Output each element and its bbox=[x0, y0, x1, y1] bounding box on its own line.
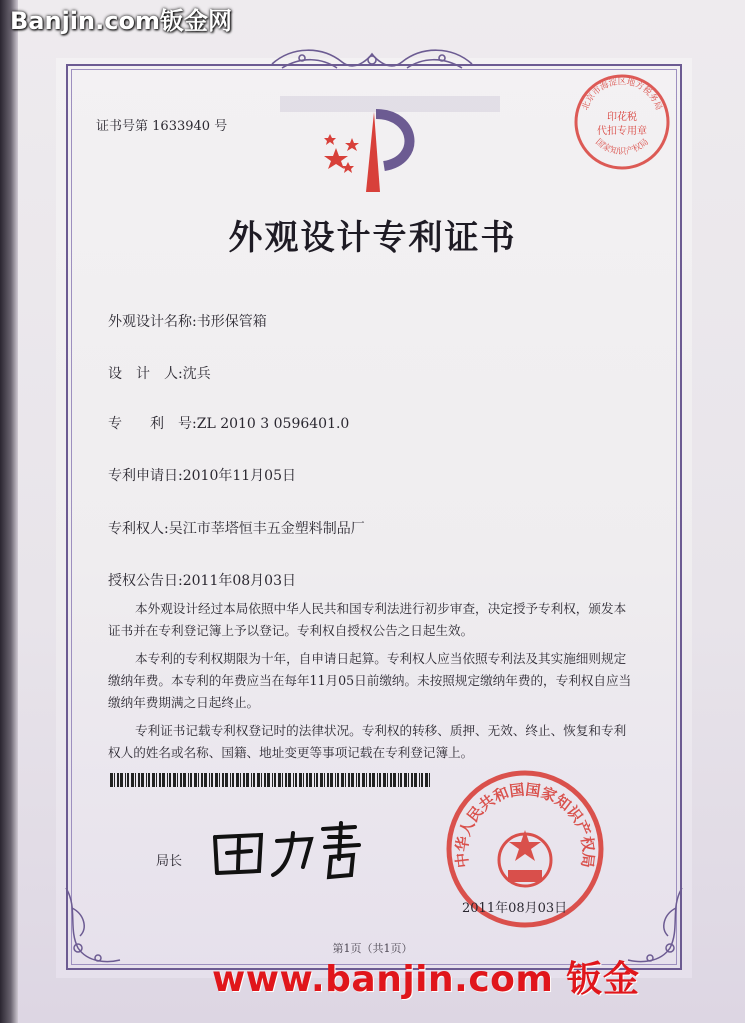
barcode bbox=[110, 773, 430, 787]
field-value: 吴江市莘塔恒丰五金塑料制品厂 bbox=[168, 521, 365, 537]
field-label: 专利权人: bbox=[108, 521, 169, 537]
issue-date: 2011年08月03日 bbox=[462, 901, 568, 916]
field-label: 外观设计名称: bbox=[108, 314, 197, 330]
field-value: 沈兵 bbox=[182, 366, 211, 382]
paragraph: 专利证书记载专利权登记时的法律状况。专利权的转移、质押、无效、终止、恢复和专利权人的姓名或名称、国籍、地址变更等事项记载在专利登记簿上。 bbox=[108, 723, 627, 760]
chief-signature bbox=[205, 815, 375, 885]
top-ornament bbox=[262, 44, 482, 78]
field-value: 2011年08月03日 bbox=[182, 573, 296, 589]
page-number: 第1页（共1页） bbox=[332, 942, 413, 955]
field-grant-date bbox=[108, 570, 296, 590]
field-design-name bbox=[108, 311, 267, 331]
svg-text:国家知识产权局: 国家知识产权局 bbox=[593, 137, 651, 158]
field-label: 专利申请日: bbox=[108, 468, 183, 484]
certificate-body bbox=[108, 598, 638, 764]
chief-label: 局长 bbox=[156, 854, 183, 869]
field-label: 授权公告日: bbox=[108, 573, 183, 589]
tax-stamp-seal bbox=[572, 72, 672, 172]
binder-edge bbox=[0, 0, 18, 1023]
field-application-date bbox=[108, 465, 296, 485]
paragraph: 本外观设计经过本局依照中华人民共和国专利法进行初步审查，决定授予专利权，颁发本证书并在专利登记簿上予以登记。专利权自授权公告之日起生效。 bbox=[108, 601, 627, 638]
watermark-bottom: www.banjin.com 钣金 bbox=[212, 959, 640, 1000]
svg-text:中华人民共和国国家知识产权局: 中华人民共和国国家知识产权局 bbox=[452, 780, 598, 869]
field-value: 书形保管箱 bbox=[196, 314, 267, 330]
field-value: ZL 2010 3 0596401.0 bbox=[196, 416, 350, 432]
field-label: 设 计 人: bbox=[108, 366, 183, 382]
certificate-number-suffix: 号 bbox=[214, 119, 228, 134]
certificate-number bbox=[96, 115, 227, 134]
paragraph: 本专利的专利权期限为十年，自申请日起算。专利权人应当依照专利法及其实施细则规定缴纳年费。本专利的年费应当在每年11月05日前缴纳。未按照规定缴纳年费的，专利权自应当缴纳年费期满之日起终止。 bbox=[108, 651, 632, 710]
svg-text:北京市海淀区地方税务局: 北京市海淀区地方税务局 bbox=[580, 77, 664, 112]
certificate-number-value: 1633940 bbox=[152, 119, 211, 134]
svg-text:印花税: 印花税 bbox=[607, 112, 637, 123]
field-patent-number bbox=[108, 413, 349, 433]
svg-text:代扣专用章: 代扣专用章 bbox=[597, 126, 647, 137]
certificate-number-label: 证书号第 bbox=[96, 119, 149, 134]
watermark-top: Banjin.com钣金网 bbox=[10, 7, 232, 35]
field-patentee bbox=[108, 518, 365, 538]
field-value: 2010年11月05日 bbox=[182, 468, 296, 484]
field-designer bbox=[108, 363, 211, 383]
certificate-title: 外观设计专利证书 bbox=[228, 218, 517, 258]
field-label: 专 利 号: bbox=[108, 416, 197, 432]
patent-office-emblem bbox=[318, 108, 428, 200]
